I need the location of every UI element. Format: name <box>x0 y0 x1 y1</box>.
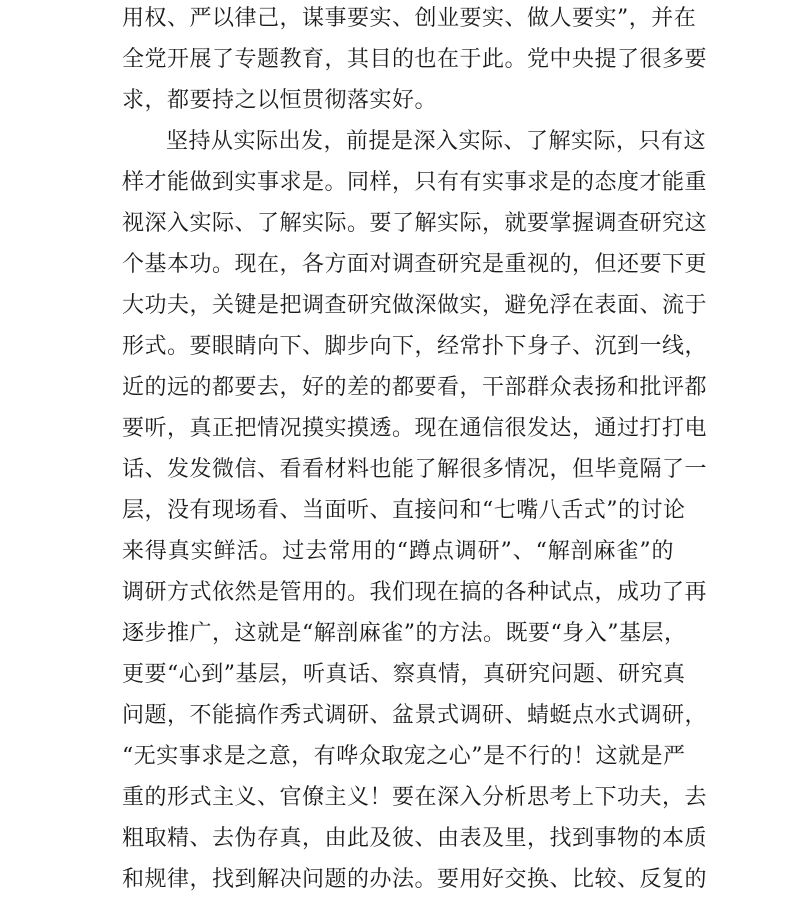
text-line: 个基本功。现在，各方面对调查研究是重视的，但还要下更 <box>122 252 708 277</box>
text-line: 和规律，找到解决问题的办法。要用好交换、比较、反复的 <box>122 867 708 892</box>
text-line: 逐步推广，这就是“解剖麻雀”的方法。既要“身入”基层， <box>122 621 687 646</box>
text-line: 来得真实鲜活。过去常用的“蹲点调研”、“解剖麻雀”的 <box>122 539 674 564</box>
text-line: 话、发发微信、看看材料也能了解很多情况，但毕竟隔了一 <box>122 457 708 482</box>
text-line: 粗取精、去伪存真，由此及彼、由表及里，找到事物的本质 <box>122 826 708 851</box>
text-line: “无实事求是之意，有哗众取宠之心”是不行的！这就是严 <box>122 744 686 769</box>
text-line: 问题，不能搞作秀式调研、盆景式调研、蜻蜓点水式调研， <box>122 703 708 728</box>
text-line: 层，没有现场看、当面听、直接问和“七嘴八舌式”的讨论 <box>122 498 686 523</box>
text-line: 更要“心到”基层，听真话、察真情，真研究问题、研究真 <box>122 662 686 687</box>
text-line: 求，都要持之以恒贯彻落实好。 <box>122 88 438 113</box>
text-line: 要听，真正把情况摸实摸透。现在通信很发达，通过打打电 <box>122 416 708 441</box>
text-line: 调研方式依然是管用的。我们现在搞的各种试点，成功了再 <box>122 580 708 605</box>
text-line: 形式。要眼睛向下、脚步向下，经常扑下身子、沉到一线， <box>122 334 708 359</box>
text-line: 用权、严以律己，谋事要实、创业要实、做人要实”，并在 <box>122 6 697 31</box>
text-line: 样才能做到实事求是。同样，只有有实事求是的态度才能重 <box>122 170 708 195</box>
text-line: 重的形式主义、官僚主义！要在深入分析思考上下功夫，去 <box>122 785 708 810</box>
text-line: 大功夫，关键是把调查研究做深做实，避免浮在表面、流于 <box>122 293 708 318</box>
paragraph-first-line: 坚持从实际出发，前提是深入实际、了解实际，只有这 <box>166 129 707 154</box>
text-line: 近的远的都要去，好的差的都要看，干部群众表扬和批评都 <box>122 375 708 400</box>
text-line: 全党开展了专题教育，其目的也在于此。党中央提了很多要 <box>122 47 708 72</box>
text-line: 视深入实际、了解实际。要了解实际，就要掌握调查研究这 <box>122 211 708 236</box>
